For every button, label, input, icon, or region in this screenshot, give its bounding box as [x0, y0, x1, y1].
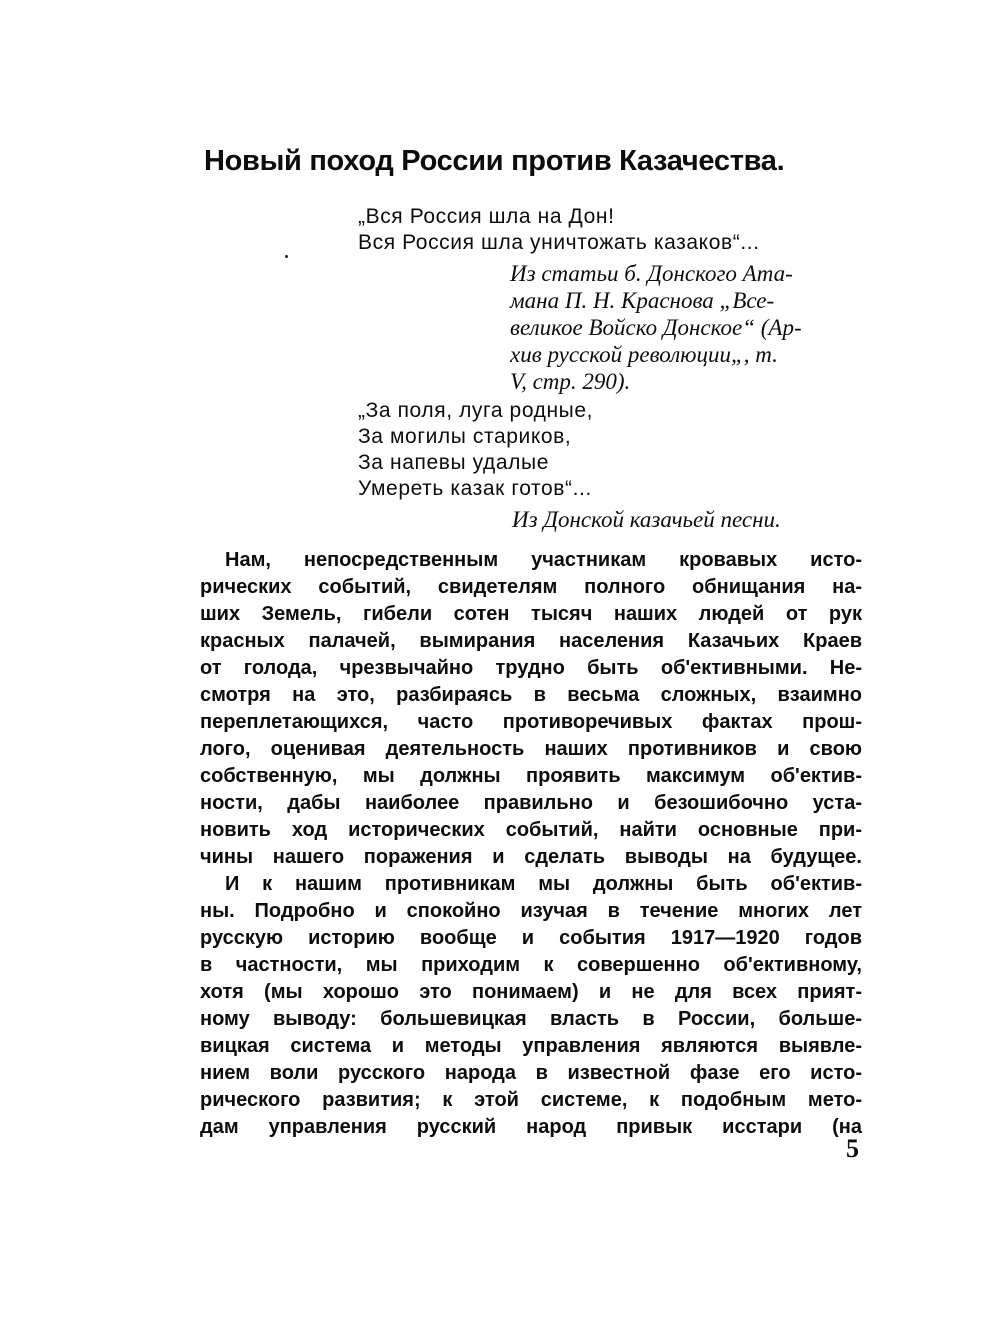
print-speck	[285, 255, 288, 258]
source-line: мана П. Н. Краснова „Все-	[510, 288, 775, 313]
text-line: И к нашим противникам мы должны быть об'ектив-	[225, 873, 862, 895]
text-line: дам управления русский народ привык исстари (на	[200, 1116, 862, 1138]
text-line: красных палачей, вымирания населения Казачьих Краев	[200, 630, 862, 652]
text-line: в частности, мы приходим к совершенно об'ективному,	[200, 954, 862, 976]
verse-line: За напевы удалые	[358, 451, 549, 474]
epigraph-2-source: Из Донской казачьей песни.	[512, 507, 781, 532]
text-line: переплетающихся, часто противоречивых фактах прош-	[200, 711, 862, 733]
text-line: ны. Подробно и спокойно изучая в течение многих лет	[200, 900, 862, 922]
text-line: хотя (мы хорошо это понимаем) и не для всех прият-	[200, 981, 862, 1003]
text-line: нием воли русского народа в известной фазе его исто-	[200, 1062, 862, 1084]
source-line: Из статьи б. Донского Ата-	[510, 261, 793, 286]
text-line: чины нашего поражения и сделать выводы на будущее.	[200, 846, 862, 868]
source-line: V, стр. 290).	[510, 369, 631, 394]
source-line: великое Войско Донское“ (Ар-	[510, 315, 802, 340]
epigraph-2-verse	[358, 398, 858, 502]
text-line: собственную, мы должны проявить максимум об'ектив-	[200, 765, 862, 787]
text-line: рического развития; к этой системе, к подобным мето-	[200, 1089, 862, 1111]
text-line: смотря на это, разбираясь в весьма сложных, взаимно	[200, 684, 862, 706]
verse-line: „Вся Россия шла на Дон!	[358, 205, 615, 228]
source-line: хив русской революции„, т.	[510, 342, 778, 367]
verse-line: Вся Россия шла уничтожать казаков“...	[358, 231, 760, 254]
text-line: ности, дабы наиболее правильно и безошибочно уста-	[200, 792, 862, 814]
text-line: вицкая система и методы управления являются выявле-	[200, 1035, 862, 1057]
text-line: ному выводу: большевицкая власть в России, больше-	[200, 1008, 862, 1030]
text-line: новить ход исторических событий, найти основные при-	[200, 819, 862, 841]
body-text	[200, 547, 862, 1141]
verse-line: Умереть казак готов“...	[358, 477, 592, 500]
verse-line: „За поля, луга родные,	[358, 399, 594, 422]
epigraph-1-verse	[358, 204, 858, 256]
epigraph-1-source	[510, 260, 802, 395]
verse-line: За могилы стариков,	[358, 425, 572, 448]
page-number: 5	[846, 1134, 859, 1163]
text-line: рических событий, свидетелям полного обнищания на-	[200, 576, 862, 598]
text-line: Нам, непосредственным участникам кровавых исто-	[225, 549, 862, 571]
text-line: русскую историю вообще и события 1917—1920 годов	[200, 927, 862, 949]
text-line: ших Земель, гибели сотен тысяч наших людей от рук	[200, 603, 862, 625]
chapter-title: Новый поход России против Казачества.	[204, 145, 785, 177]
text-line: лого, оценивая деятельность наших противников и свою	[200, 738, 862, 760]
text-line: от голода, чрезвычайно трудно быть об'ективными. Не-	[200, 657, 862, 679]
